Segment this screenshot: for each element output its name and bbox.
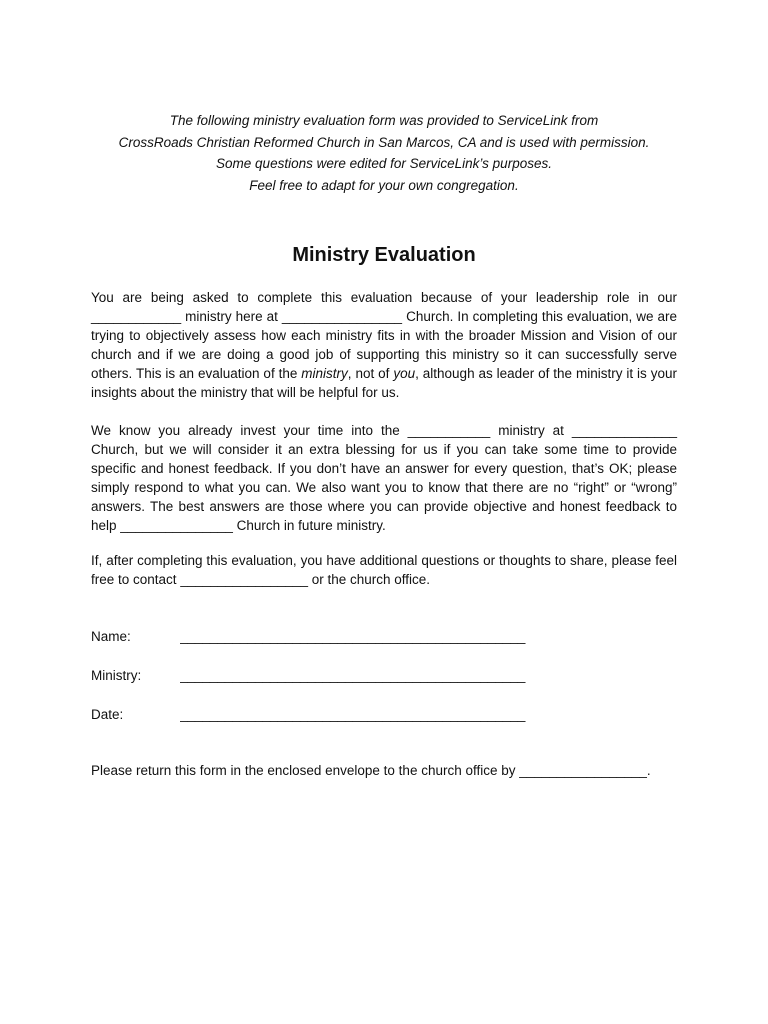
emphasis-you: you <box>393 366 416 381</box>
blank-ministry: ___________ <box>407 423 491 438</box>
intro-line-3: Some questions were edited for ServiceLink’s purposes. <box>216 156 552 172</box>
paragraph-text: or the church office. <box>307 572 431 587</box>
name-field <box>91 627 531 647</box>
paragraph-text: Church. In completing this evaluation, we are trying to objectively assess how each ministry fits in with the broader Mission and Vision of our church and if we are doing a good job of supporting this ministry so it can successfully serve others. This is an evaluation of the <box>91 309 677 381</box>
intro-line-2: CrossRoads Christian Reformed Church in San Marcos, CA and is used with permission. <box>118 134 650 150</box>
intro-line-1: The following ministry evaluation form was provided to ServiceLink from <box>169 113 599 128</box>
blank-contact: _________________ <box>180 572 308 587</box>
paragraph-feedback <box>91 421 677 535</box>
emphasis-ministry: ministry <box>301 366 348 381</box>
ministry-input-line[interactable]: ______________________________________________ <box>180 668 526 683</box>
ministry-label: Ministry: <box>91 668 142 683</box>
date-input-line[interactable]: ______________________________________________ <box>180 707 526 722</box>
paragraph-text: We know you already invest your time into the <box>91 423 408 438</box>
paragraph-text: , although as leader of the ministry it is your insights about the ministry that will be helpful for us. <box>91 366 677 400</box>
name-label: Name: <box>91 629 131 644</box>
intro-line-4: Feel free to adapt for your own congregation. <box>249 177 519 193</box>
blank-church: _______________ <box>120 518 233 533</box>
date-label: Date: <box>91 707 124 722</box>
intro-note <box>60 110 708 196</box>
date-field <box>91 705 531 725</box>
return-text: Please return this form in the enclosed envelope to the church office by <box>91 763 520 778</box>
paragraph-text: ministry at <box>490 423 572 438</box>
blank-ministry: ____________ <box>91 309 182 324</box>
page-title: Ministry Evaluation <box>292 244 476 266</box>
paragraph-text: , not of <box>347 366 394 381</box>
name-input-line[interactable]: ______________________________________________ <box>180 629 526 644</box>
return-instruction <box>91 761 691 781</box>
blank-return-date[interactable]: _________________ <box>519 763 647 778</box>
ministry-field <box>91 666 531 686</box>
return-end: . <box>646 763 651 778</box>
paragraph-purpose <box>91 288 677 402</box>
paragraph-text: Church in future ministry. <box>232 518 386 533</box>
paragraph-text: Church, but we will consider it an extra blessing for us if you can take some time to provide specific and honest feedback. If you don’t have an answer for every question, that’s OK; please simply respond to what you can. We also want you to know that there are no “right” or “wrong” answers. The best answers are those where you can provide objective and honest feedback to help <box>91 442 677 533</box>
blank-church: ________________ <box>281 309 403 324</box>
paragraph-text: You are being asked to complete this evaluation because of your leadership role in our <box>91 290 677 305</box>
blank-church: ______________ <box>571 423 677 438</box>
paragraph-contact <box>91 551 677 589</box>
paragraph-text: ministry here at <box>181 309 282 324</box>
paragraph-text: If, after completing this evaluation, you have additional questions or thoughts to share, please feel free to contact <box>91 553 677 587</box>
